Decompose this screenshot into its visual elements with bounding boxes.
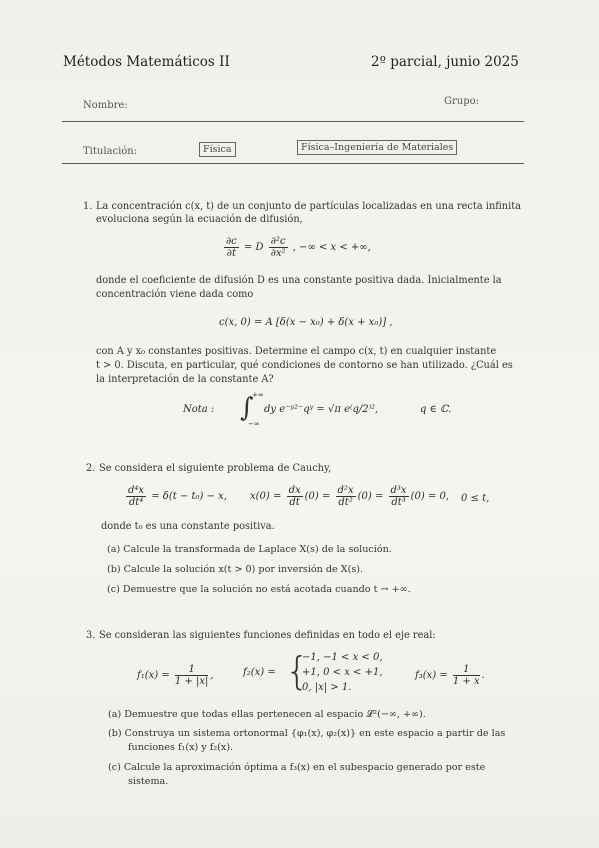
eq-denominator: dt²	[338, 497, 353, 508]
problem-3-number: 3.	[86, 630, 96, 641]
problem-1-text: donde el coeficiente de difusión D es una constante positiva dada. Inicialmente la	[96, 275, 502, 286]
problem-2-part-c: (c) Demuestre que la solución no está acotada cuando t → +∞.	[107, 584, 411, 595]
eq-range: , −∞ < x < +∞,	[292, 242, 371, 253]
problem-3-text: Se consideran las siguientes funciones definidas en todo el eje real:	[99, 630, 436, 641]
degree-label: Titulación:	[83, 146, 138, 157]
f3-end: .	[481, 670, 485, 681]
eq-denominator: 1 + x	[452, 676, 480, 687]
eq-numerator: ∂c	[226, 236, 237, 247]
group-label: Grupo:	[444, 96, 479, 107]
f2-lhs: f₂(x) =	[243, 667, 276, 678]
degree-option-fisica[interactable]: Física	[199, 142, 236, 157]
problem-1-text: evoluciona según la ecuación de difusión,	[96, 214, 303, 225]
problem-1-text: la interpretación de la constante A?	[96, 374, 274, 385]
problem-2-text: donde t₀ es una constante positiva.	[101, 521, 275, 532]
eq-numerator: 1	[175, 664, 208, 676]
eq-numerator: d²x	[337, 485, 354, 496]
f2-case: 0, |x| > 1.	[302, 682, 352, 693]
ic-part: (0) =	[357, 491, 384, 502]
eq-numerator: dx	[288, 485, 301, 496]
eq-numerator: d³x	[390, 485, 407, 496]
eq-denominator: dt³	[391, 497, 406, 508]
time-condition: 0 ≤ t,	[461, 493, 490, 504]
integral-sign: ∫	[240, 393, 254, 423]
initial-conditions	[250, 485, 449, 508]
ic-part: (0) =	[304, 491, 331, 502]
f2-case: +1, 0 < x < +1,	[302, 667, 383, 678]
eq-mid: = D	[243, 242, 264, 253]
eq-denominator: dt	[289, 497, 300, 508]
f3-lhs: f₃(x) =	[415, 670, 448, 681]
integral-upper-limit: +∞	[252, 391, 264, 399]
course-title: Métodos Matemáticos II	[63, 54, 230, 70]
f1-lhs: f₁(x) =	[137, 670, 170, 681]
problem-3-part-b: funciones f₁(x) y f₂(x).	[128, 742, 234, 753]
exam-title: 2º parcial, junio 2025	[371, 54, 519, 70]
problem-3-part-b: (b) Construya un sistema ortonormal {φ₁(x), φ₂(x)} en este espacio a partir de las	[108, 728, 506, 739]
note-label: Nota :	[183, 404, 215, 415]
problem-2-part-a: (a) Calcule la transformada de Laplace X(s) de la solución.	[107, 544, 392, 555]
problem-1-number: 1.	[83, 201, 93, 212]
name-rule	[62, 121, 524, 122]
problem-2-part-b: (b) Calcule la solución x(t > 0) por inversión de X(s).	[107, 564, 364, 575]
eq-denominator: ∂x²	[270, 248, 286, 259]
integral-lower-limit: −∞	[248, 420, 260, 428]
problem-3-part-c: sistema.	[128, 776, 169, 787]
eq-numerator: 1	[453, 664, 480, 676]
degree-option-fisica-ingenieria[interactable]: Física–Ingeniería de Materiales	[297, 140, 457, 155]
eq-denominator: ∂t	[226, 248, 236, 259]
f2-case: −1, −1 < x < 0,	[302, 652, 383, 663]
f1-end: ,	[210, 670, 214, 681]
problem-3-part-a: (a) Demuestre que todas ellas pertenecen al espacio 𝓛²(−∞, +∞).	[108, 709, 426, 720]
degree-rule	[62, 163, 524, 164]
ic-part: x(0) =	[250, 491, 282, 502]
cauchy-equation	[124, 485, 227, 508]
piecewise-brace: {	[285, 649, 310, 693]
eq-rest: = δ(t − t₀) − x,	[151, 491, 227, 502]
problem-2-number: 2.	[86, 463, 96, 474]
initial-condition: c(x, 0) = A [δ(x − x₀) + δ(x + x₀)] ,	[219, 317, 393, 328]
eq-denominator: dt⁴	[128, 497, 144, 508]
note-integrand: dy e⁻ʸ²⁻qʸ = √π e⁽q/2⁾²,	[264, 404, 379, 415]
problem-1-text: con A y x₀ constantes positivas. Determine el campo c(x, t) en cualquier instante	[96, 346, 497, 357]
problem-2-text: Se considera el siguiente problema de Cauchy,	[99, 463, 332, 474]
problem-1-text: concentración viene dada como	[96, 289, 254, 300]
name-label: Nombre:	[83, 100, 128, 111]
function-f3	[415, 664, 485, 687]
note-condition: q ∈ ℂ.	[420, 404, 452, 415]
diffusion-equation	[222, 236, 371, 259]
problem-1-text: La concentración c(x, t) de un conjunto de partículas localizadas en una recta infinita	[96, 201, 522, 212]
ic-part: (0) = 0,	[410, 491, 450, 502]
function-f1	[137, 664, 214, 687]
problem-3-part-c: (c) Calcule la aproximación óptima a f₃(x) en el subespacio generado por este	[108, 762, 486, 773]
problem-1-text: t > 0. Discuta, en particular, qué condiciones de contorno se han utilizado. ¿Cuál es	[96, 360, 513, 371]
eq-denominator: 1 + |x|	[174, 676, 209, 687]
eq-numerator: d⁴x	[128, 485, 145, 496]
eq-numerator: ∂²c	[270, 236, 286, 247]
